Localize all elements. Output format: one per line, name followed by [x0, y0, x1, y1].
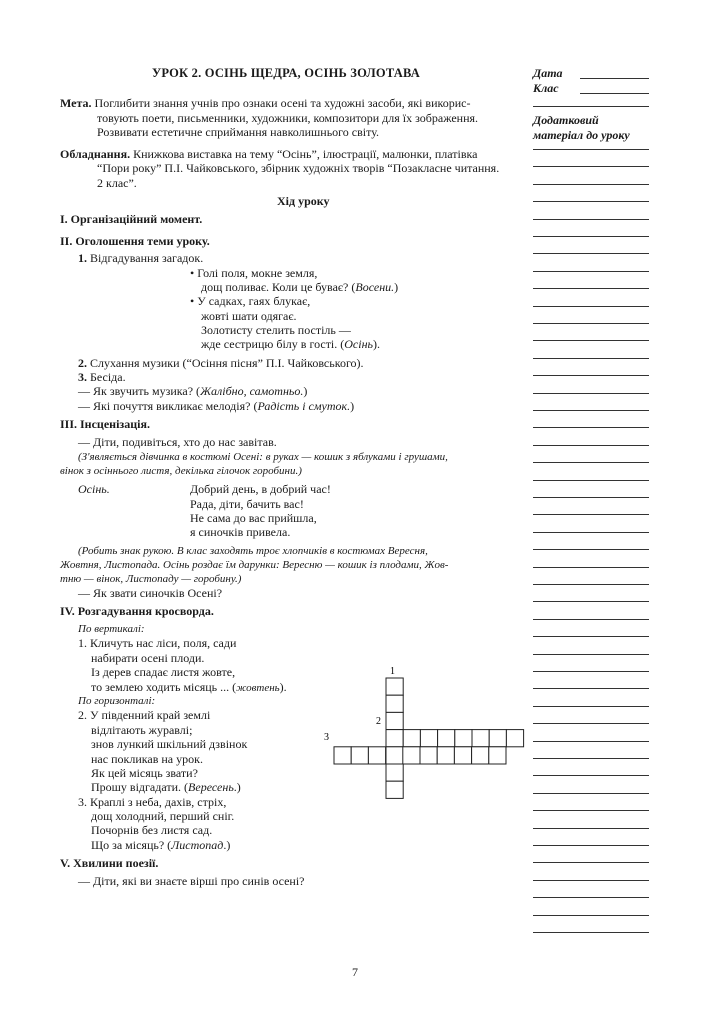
note-line [533, 775, 649, 776]
note-line [533, 601, 649, 602]
equipment-line-1 [60, 147, 477, 162]
equipment-label: Обладнання. [60, 147, 131, 161]
section-3-line-2: — Як звати синочків Осені? [78, 586, 223, 600]
section-3-line-1: — Діти, подивіться, хто до нас завітав. [78, 435, 277, 449]
crossword-cell [386, 764, 403, 781]
note-line [533, 393, 649, 394]
crossword-cell [420, 730, 437, 747]
crossword-cell [506, 730, 523, 747]
note-line [533, 497, 649, 498]
horizontal-label: По горизонталі: [78, 695, 156, 707]
date-label: Дата [533, 66, 563, 80]
note-line [533, 688, 649, 689]
class-line [580, 93, 649, 94]
crossword-cell [386, 712, 403, 729]
section-3-heading: III. Інсценізація. [60, 417, 150, 431]
clue-3-line-1: 3. Краплі з неба, дахів, стріх, [78, 795, 227, 809]
note-line [533, 758, 649, 759]
crossword-cell [386, 747, 403, 764]
note-line [533, 323, 649, 324]
note-line [533, 880, 649, 881]
crossword-number-1: 1 [390, 666, 395, 677]
section-3-remark-2: вінок з осіннього листя, декілька гілочок горобини.) [60, 465, 302, 477]
clue-2-answer: Вересень [188, 780, 234, 794]
question-1: — Як звучить музика? (Жалібно, самотньо.) [78, 384, 308, 398]
page-number: 7 [352, 965, 358, 979]
note-line [533, 584, 649, 585]
sidebar-line [533, 106, 649, 107]
goal-line-1 [60, 96, 470, 111]
note-line [533, 654, 649, 655]
note-line [533, 741, 649, 742]
note-line [533, 166, 649, 167]
note-line [533, 375, 649, 376]
equipment-line-2: “Пори року” П.І. Чайковського, збірник художніх творів “Позакласне читання. [97, 161, 500, 175]
crossword-cell [420, 747, 437, 764]
crossword-cell [438, 730, 455, 747]
section-3-remark-3: (Робить знак рукою. В клас заходять троє хлопчиків в костюмах Вересня, [78, 545, 428, 557]
poem-line-2: Рада, діти, бачить вас! [190, 497, 304, 511]
crossword-number-3: 3 [324, 732, 329, 743]
riddle-2-answer: Осінь [344, 337, 374, 351]
riddle-1-line-1: • Голі поля, мокне земля, [190, 266, 318, 280]
poem-line-4: я синочків привела. [190, 525, 291, 539]
class-label: Клас [533, 81, 559, 95]
goal-text-1: Поглибити знання учнів про ознаки осені та художні засоби, які викорис- [94, 96, 471, 110]
note-line [533, 253, 649, 254]
crossword-cell [489, 747, 506, 764]
section-2-heading: II. Оголошення теми уроку. [60, 234, 210, 248]
note-line [533, 480, 649, 481]
lesson-title: УРОК 2. ОСІНЬ ЩЕДРА, ОСІНЬ ЗОЛОТАВА [152, 66, 420, 80]
poem-line-3: Не сама до вас прийшла, [190, 511, 317, 525]
clue-2-line-5: Як цей місяць звати? [91, 766, 198, 780]
question-2: — Які почуття викликає мелодія? (Радість і смуток.) [78, 399, 355, 413]
clue-3-line-2: дощ холодний, перший сніг. [91, 809, 235, 823]
section-3-remark-1: (З'являється дівчинка в костюмі Осені: в руках — кошик з яблуками і грушами, [78, 451, 448, 463]
crossword-cell [437, 747, 454, 764]
note-line [533, 427, 649, 428]
note-line [533, 706, 649, 707]
section-1-heading: I. Організаційний момент. [60, 212, 203, 226]
note-line [533, 619, 649, 620]
note-line [533, 723, 649, 724]
note-line [533, 219, 649, 220]
vertical-label: По вертикалі: [78, 623, 145, 635]
crossword-cell [351, 747, 368, 764]
clue-2-line-6: Прошу відгадати. (Вересень.) [91, 780, 241, 794]
equipment-line-3: 2 клас”. [97, 176, 137, 190]
note-line [533, 306, 649, 307]
note-line [533, 201, 649, 202]
clue-1-line-2: набирати осені плоди. [91, 651, 205, 665]
note-line [533, 862, 649, 863]
note-line [533, 410, 649, 411]
extra-material-label-1: Додатковий [533, 113, 599, 127]
crossword-cell [455, 730, 472, 747]
section-5-heading: V. Хвилини поезії. [60, 856, 159, 870]
crossword-cell [472, 747, 489, 764]
clue-3-line-3: Почорнів без листя сад. [91, 823, 213, 837]
riddle-1-line-2: дощ поливає. Коли це буває? (Восени.) [201, 280, 399, 294]
crossword-cell [386, 695, 403, 712]
item-1-text: Відгадування загадок. [90, 251, 204, 265]
note-line [533, 897, 649, 898]
crossword-cell [386, 730, 403, 747]
note-line [533, 445, 649, 446]
riddle-1-answer: Восени. [355, 280, 395, 294]
riddle-2-line-2: жовті шати одягає. [201, 309, 297, 323]
clue-1-answer: жовтень [236, 682, 280, 694]
riddle-2-line-3: Золотисту стелить постіль — [201, 323, 351, 337]
equipment-text-1: Книжкова виставка на тему “Осінь”, ілюстрації, малюнки, платівка [133, 147, 478, 161]
section-2-item-2: 2. Слухання музики (“Осіння пісня” П.І. Чайковського). [78, 356, 364, 370]
note-line [533, 462, 649, 463]
speaker-label: Осінь. [78, 482, 110, 496]
note-line [533, 184, 649, 185]
clue-3-answer: Листопад [171, 838, 224, 852]
crossword-cell [472, 730, 489, 747]
clue-2-line-4: нас покликав на урок. [91, 752, 203, 766]
crossword-cell [368, 747, 385, 764]
clue-1-line-3: Із дерев спадає листя жовте, [91, 665, 236, 679]
riddle-2-line-4: жде сестрицю білу в гості. (Осінь). [201, 337, 381, 351]
extra-material-label-2: матеріал до уроку [533, 128, 630, 142]
clue-1-line-4: то землею ходить місяць ... (жовтень). [91, 680, 287, 694]
riddle-2-line-1: • У садках, гаях блукає, [190, 294, 311, 308]
note-line [533, 636, 649, 637]
note-line [533, 810, 649, 811]
course-heading: Хід уроку [277, 194, 330, 208]
note-line [533, 671, 649, 672]
crossword-cell [386, 678, 403, 695]
goal-line-3: Розвивати естетичне сприймання навколишнього світу. [97, 125, 380, 139]
note-line [533, 514, 649, 515]
clue-3-line-4: Що за місяць? (Листопад.) [91, 838, 231, 852]
crossword-number-2: 2 [376, 716, 381, 727]
section-2-item-3: 3. Бесіда. [78, 370, 126, 384]
goal-label: Мета. [60, 96, 92, 110]
section-3-remark-4: Жовтня, Листопада. Осінь роздає їм дарунки: Вересню — кошик із плодами, Жов- [60, 559, 449, 571]
note-line [533, 915, 649, 916]
section-5-line-1: — Діти, які ви знаєте вірші про синів осені? [78, 874, 305, 888]
note-line [533, 236, 649, 237]
poem-line-1: Добрий день, в добрий час! [190, 482, 331, 496]
crossword-cell [403, 747, 420, 764]
crossword-cell [489, 730, 506, 747]
note-line [533, 567, 649, 568]
crossword-cell [454, 747, 471, 764]
note-line [533, 288, 649, 289]
clue-2-line-1: 2. У південний край землі [78, 708, 211, 722]
note-line [533, 532, 649, 533]
date-line [580, 78, 649, 79]
goal-line-2: товують поети, письменники, художники, композитори для їх зображення. [97, 111, 479, 125]
crossword-cell [334, 747, 351, 764]
crossword-cell [403, 730, 420, 747]
clue-2-line-2: відлітають журавлі; [91, 723, 193, 737]
note-line [533, 271, 649, 272]
note-line [533, 932, 649, 933]
note-line [533, 793, 649, 794]
note-line [533, 549, 649, 550]
section-4-heading: IV. Розгадування кросворда. [60, 604, 214, 618]
section-3-remark-5: тню — вінок, Листопаду — горобину.) [60, 573, 242, 585]
note-line [533, 149, 649, 150]
note-line [533, 358, 649, 359]
crossword-cell [386, 781, 403, 798]
note-line [533, 828, 649, 829]
clue-1-line-1: 1. Кличуть нас ліси, поля, сади [78, 636, 237, 650]
crossword-grid [318, 660, 528, 800]
note-line [533, 845, 649, 846]
section-2-item-1: 1. Відгадування загадок. [78, 251, 204, 265]
clue-2-line-3: знов лункий шкільний дзвінок [91, 737, 248, 751]
note-line [533, 340, 649, 341]
